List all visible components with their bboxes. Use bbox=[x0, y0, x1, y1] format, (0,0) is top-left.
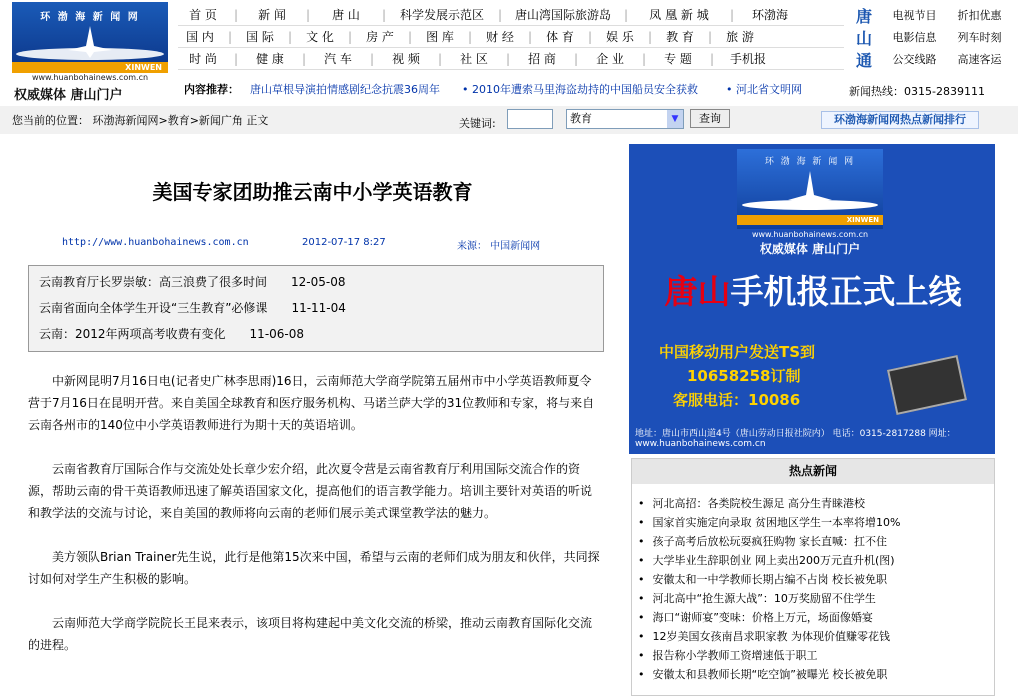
nav-item[interactable]: 招 商 bbox=[528, 52, 556, 66]
ad-address: 地址：唐山市西山道4号（唐山劳动日报社院内） 电话：0315-2817288 网址：www.huanbohainews.com.cn bbox=[635, 429, 956, 449]
nav-item[interactable]: 教 育 bbox=[666, 30, 694, 44]
ad-logo bbox=[737, 149, 883, 229]
nav-item[interactable]: 财 经 bbox=[486, 30, 514, 44]
nav-item[interactable]: 凤 凰 新 城 bbox=[649, 8, 709, 22]
article-date: 2012-07-17 8:27 bbox=[302, 237, 386, 248]
hot-news-item[interactable]: • 海口“谢师宴”变味：价格上万元，场面像婚宴 bbox=[638, 608, 994, 627]
category-select[interactable] bbox=[566, 109, 684, 129]
nav-item[interactable]: 国 际 bbox=[246, 30, 274, 44]
hot-news-panel bbox=[631, 458, 995, 696]
nav-item[interactable]: 社 区 bbox=[460, 52, 488, 66]
logo-url: www.huanbohainews.com.cn bbox=[12, 73, 168, 82]
keyword-label: 关键词: bbox=[459, 117, 496, 130]
link-bus[interactable]: 公交线路 bbox=[892, 53, 937, 66]
article-title: 美国专家团助推云南中小学英语教育 bbox=[152, 180, 473, 204]
nav-item[interactable]: 国 内 bbox=[186, 30, 214, 44]
nav-item[interactable]: 手机报 bbox=[729, 52, 766, 66]
nav-item[interactable]: 娱 乐 bbox=[606, 30, 634, 44]
tangshantong-brand[interactable] bbox=[850, 6, 878, 72]
hot-news-item[interactable]: • 安徽太和一中学教师长期占编不占岗 校长被免职 bbox=[638, 570, 994, 589]
nav-item[interactable]: 文 化 bbox=[306, 30, 334, 44]
article-source[interactable]: 来源： 中国新闻网 bbox=[457, 241, 541, 252]
starburst-icon bbox=[12, 24, 168, 60]
ad-slogan: 权威媒体 唐山门户 bbox=[759, 242, 861, 256]
hotline: 新闻热线：0315-2839111 bbox=[849, 85, 985, 98]
logo-text: 环 渤 海 新 闻 网 bbox=[40, 12, 140, 23]
nav-item[interactable]: 房 产 bbox=[366, 30, 394, 44]
breadcrumb-bar bbox=[0, 106, 1018, 134]
category-value: 教育 bbox=[570, 112, 592, 125]
recommend-item[interactable]: • 河北省文明网 bbox=[726, 83, 802, 96]
nav-item[interactable]: 唐 山 bbox=[332, 8, 360, 22]
ad-line2: 10658258订制 bbox=[687, 367, 801, 385]
ad-line3: 客服电话：10086 bbox=[673, 391, 801, 409]
hot-news-item[interactable]: • 大学毕业生辞职创业 网上卖出200万元直升机(图) bbox=[638, 551, 994, 570]
nav-item[interactable]: 环渤海 bbox=[751, 8, 788, 22]
article-body bbox=[28, 370, 600, 678]
logo-sub: XINWEN bbox=[12, 62, 168, 73]
related-item[interactable] bbox=[39, 296, 593, 322]
nav-item[interactable]: 视 频 bbox=[392, 52, 420, 66]
article-paragraph: 云南省教育厅国际合作与交流处处长章少宏介绍，此次夏令营是云南省教育厅利用国际交流合作的资源，帮助云南的骨干英语教师迅速了解英语国家文化，提高他们的语言教学能力。培训主要针对英语的听说和教学法的交流与讨论，来自美国的教师将向云南的老师们展示美式课堂教学法的魅力。 bbox=[28, 462, 593, 520]
hot-news-item[interactable]: • 孩子高考后放松玩耍疯狂购物 家长直喊：扛不住 bbox=[638, 532, 994, 551]
hot-news-item[interactable]: • 报告称小学教师工资增速低于职工 bbox=[638, 646, 994, 665]
related-item[interactable] bbox=[39, 322, 593, 348]
site-logo[interactable] bbox=[12, 2, 168, 82]
brand-char: 唐 bbox=[855, 7, 872, 26]
brand-char: 通 bbox=[855, 51, 872, 70]
nav-row: 国 内 | 国 际 | 文 化 | 房 产 | 图 库 | 财 经 | 体 育 | 娱 乐 | 教 育 | 旅 游 bbox=[178, 26, 844, 48]
hot-news-item[interactable]: • 12岁美国女孩南昌求职家教 为体现价值赚零花钱 bbox=[638, 627, 994, 646]
nav-item[interactable]: 时 尚 bbox=[189, 52, 217, 66]
related-item[interactable] bbox=[39, 270, 593, 296]
link-movie[interactable]: 电影信息 bbox=[892, 31, 937, 44]
nav-item[interactable]: 专 题 bbox=[664, 52, 692, 66]
related-title[interactable]: 云南：2012年两项高考收费有变化 bbox=[39, 327, 226, 341]
ad-headline-text: 手机报正式上线 bbox=[730, 272, 962, 311]
hot-news-item[interactable]: • 河北高中“抢生源大战”：10万奖励留不住学生 bbox=[638, 589, 994, 608]
related-title[interactable]: 云南教育厅长罗崇敏：高三浪费了很多时间 bbox=[39, 275, 268, 289]
hot-news-list bbox=[632, 484, 994, 684]
ad-logo-text: 环 渤 海 新 闻 网 bbox=[764, 157, 856, 167]
hot-news-title: 热点新闻 bbox=[632, 459, 994, 484]
nav-item[interactable]: 新 闻 bbox=[258, 8, 286, 22]
ad-headline-red: 唐山 bbox=[664, 272, 731, 311]
link-discount[interactable]: 折扣优惠 bbox=[957, 9, 1002, 22]
breadcrumb[interactable]: 您当前的位置： 环渤海新闻网>教育>新闻广角 正文 bbox=[12, 114, 269, 127]
hot-news-item[interactable]: • 国家首实施定向录取 贫困地区学生一本率将增10% bbox=[638, 513, 994, 532]
hot-news-item[interactable]: • 安徽太和县教师长期“吃空饷”被曝光 校长被免职 bbox=[638, 665, 994, 684]
related-articles bbox=[28, 265, 604, 352]
link-tv[interactable]: 电视节目 bbox=[892, 9, 937, 22]
recommend-label: 内容推荐： bbox=[184, 83, 239, 96]
ad-url: www.huanbohainews.com.cn bbox=[751, 230, 869, 239]
nav-item[interactable]: 体 育 bbox=[546, 30, 574, 44]
link-highway[interactable]: 高速客运 bbox=[957, 53, 1002, 66]
search-button[interactable]: 查询 bbox=[690, 109, 730, 128]
nav-row: 时 尚 | 健 康 | 汽 车 | 视 频 | 社 区 | 招 商 | 企 业 | 专 题 | 手机报 bbox=[178, 48, 844, 70]
related-date: 12-05-08 bbox=[291, 275, 346, 289]
hot-rank-button[interactable]: 环渤海新闻网热点新闻排行 bbox=[821, 111, 979, 129]
article-url[interactable]: http://www.huanbohainews.com.cn bbox=[62, 237, 249, 248]
starburst-icon bbox=[737, 171, 883, 211]
ad-logo-sub: XINWEN bbox=[737, 215, 883, 225]
related-date: 11-11-04 bbox=[291, 301, 346, 315]
link-train[interactable]: 列车时刻 bbox=[957, 31, 1002, 44]
keyword-input[interactable] bbox=[507, 109, 553, 129]
hot-news-item[interactable]: • 河北高招：各类院校生源足 高分生青睐港校 bbox=[638, 494, 994, 513]
related-title[interactable]: 云南省面向全体学生开设“三生教育”必修课 bbox=[39, 301, 268, 315]
nav-item[interactable]: 图 库 bbox=[426, 30, 454, 44]
article-paragraph: 美方领队Brian Trainer先生说，此行是他第15次来中国，希望与云南的老师们成为朋友和伙伴，共同探讨如何对学生产生积极的影响。 bbox=[28, 550, 600, 586]
article-paragraph: 云南师范大学商学院院长王昆来表示，该项目将构建起中美文化交流的桥梁，推动云南教育国际化交流的进程。 bbox=[28, 616, 593, 652]
chevron-down-icon[interactable]: ▼ bbox=[667, 110, 683, 128]
recommend-item[interactable]: 唐山草根导演拍情感剧纪念抗震36周年 bbox=[250, 83, 440, 96]
ad-headline bbox=[635, 266, 991, 313]
nav-item[interactable]: 首 页 bbox=[189, 8, 217, 22]
nav-item[interactable]: 健 康 bbox=[256, 52, 284, 66]
nav-item[interactable]: 旅 游 bbox=[726, 30, 754, 44]
nav-item[interactable]: 唐山湾国际旅游岛 bbox=[514, 8, 611, 22]
article-paragraph: 中新网昆明7月16日电(记者史广林李思雨)16日，云南师范大学商学院第五届州市中小学英语教师夏令营于7月16日在昆明开营。来自美国全球教育和医疗服务机构、马诺兰萨大学的31位教师和专家，将与来自云南各州市的140位中小学英语教师进行为期十天的英语培训。 bbox=[28, 374, 595, 432]
ad-line1: 中国移动用户发送TS到 bbox=[659, 343, 816, 361]
service-links bbox=[882, 4, 1012, 70]
nav-item[interactable]: 科学发展示范区 bbox=[399, 8, 484, 22]
nav-item[interactable]: 企 业 bbox=[596, 52, 624, 66]
nav-item[interactable]: 汽 车 bbox=[324, 52, 352, 66]
main-nav bbox=[178, 4, 844, 70]
related-date: 11-06-08 bbox=[249, 327, 305, 341]
nav-row: 首 页 | 新 闻 | 唐 山 | 科学发展示范区 | 唐山湾国际旅游岛 | 凤 凰 新 城 | 环渤海 bbox=[178, 4, 844, 26]
site-slogan: 权威媒体 唐山门户 bbox=[14, 88, 123, 103]
phone-icon bbox=[887, 355, 967, 415]
mobile-news-ad[interactable] bbox=[629, 144, 995, 454]
recommend-item[interactable]: • 2010年遭索马里海盗劫持的中国船员安全获救 bbox=[462, 83, 698, 96]
brand-char: 山 bbox=[855, 29, 872, 48]
